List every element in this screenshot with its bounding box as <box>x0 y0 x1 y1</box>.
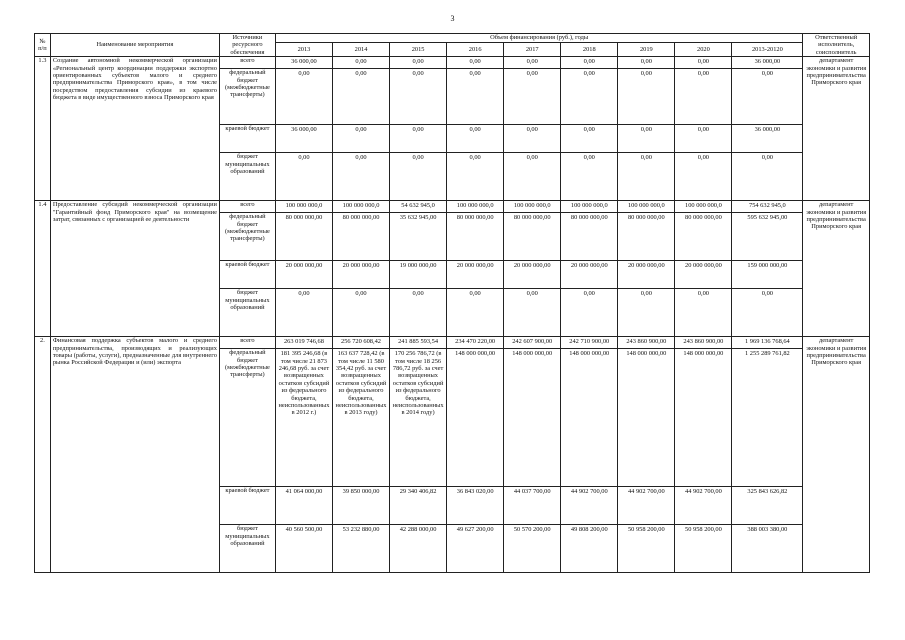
funding-value: 0,00 <box>332 57 389 69</box>
header-year: 2013 <box>275 43 332 57</box>
source-label: федеральный бюджет (межбюджетные трансферты) <box>219 213 275 261</box>
funding-value: 0,00 <box>675 289 732 337</box>
funding-value: 234 470 220,00 <box>447 337 504 349</box>
funding-value: 0,00 <box>447 153 504 201</box>
funding-value: 148 000 000,00 <box>618 349 675 487</box>
funding-value: 242 710 900,00 <box>561 337 618 349</box>
funding-value: 0,00 <box>675 69 732 125</box>
responsible-executor: департамент экономики и развития предпринимательства Приморского края <box>803 201 870 337</box>
header-year: 2018 <box>561 43 618 57</box>
funding-value: 0,00 <box>504 57 561 69</box>
header-no: № п/п <box>35 34 51 57</box>
source-label: всего <box>219 57 275 69</box>
funding-value: 36 000,00 <box>275 125 332 153</box>
funding-value: 50 958 200,00 <box>618 525 675 573</box>
funding-value: 44 902 700,00 <box>561 487 618 525</box>
header-responsible: Ответственный исполнитель, соисполнитель <box>803 34 870 57</box>
row-number: 2. <box>35 337 51 573</box>
funding-value: 29 340 406,82 <box>390 487 447 525</box>
funding-value: 100 000 000,0 <box>675 201 732 213</box>
header-funding: Объем финансирования (руб.), годы <box>275 34 802 43</box>
funding-value: 41 064 000,00 <box>275 487 332 525</box>
funding-table <box>34 33 870 573</box>
funding-value: 20 000 000,00 <box>275 261 332 289</box>
funding-value: 35 632 945,00 <box>390 213 447 261</box>
funding-value: 0,00 <box>275 69 332 125</box>
funding-value: 49 808 200,00 <box>561 525 618 573</box>
funding-value: 325 843 626,82 <box>732 487 803 525</box>
funding-value: 181 395 246,68 (в том числе 21 873 246,68 руб. за счет возвращенных остатков субсидий из федерального бюджета, неиспользованных в 2012 г.) <box>275 349 332 487</box>
funding-value: 0,00 <box>732 69 803 125</box>
funding-value: 44 902 700,00 <box>675 487 732 525</box>
page-number: 3 <box>450 14 455 23</box>
funding-value: 148 000 000,00 <box>561 349 618 487</box>
funding-value: 0,00 <box>504 125 561 153</box>
responsible-executor: департамент экономики и развития предпринимательства Приморского края <box>803 337 870 573</box>
funding-value: 54 632 945,0 <box>390 201 447 213</box>
funding-value: 241 885 593,54 <box>390 337 447 349</box>
funding-value: 42 288 000,00 <box>390 525 447 573</box>
header-name: Наименование мероприятия <box>50 34 219 57</box>
funding-value: 20 000 000,00 <box>447 261 504 289</box>
funding-value: 36 000,00 <box>732 125 803 153</box>
funding-value: 388 003 380,00 <box>732 525 803 573</box>
funding-value: 1 969 136 768,64 <box>732 337 803 349</box>
funding-value: 50 570 200,00 <box>504 525 561 573</box>
funding-value: 100 000 000,0 <box>275 201 332 213</box>
table-body <box>35 57 870 573</box>
funding-value: 0,00 <box>561 125 618 153</box>
funding-value: 243 860 900,00 <box>675 337 732 349</box>
funding-value: 0,00 <box>618 289 675 337</box>
funding-value: 80 000 000,00 <box>561 213 618 261</box>
funding-value: 754 632 945,0 <box>732 201 803 213</box>
funding-value: 0,00 <box>332 153 389 201</box>
header-year: 2019 <box>618 43 675 57</box>
funding-value: 44 902 700,00 <box>618 487 675 525</box>
funding-value: 148 000 000,00 <box>675 349 732 487</box>
funding-value: 80 000 000,00 <box>275 213 332 261</box>
funding-value: 80 000 000,00 <box>332 213 389 261</box>
funding-value: 263 019 746,68 <box>275 337 332 349</box>
funding-value: 40 560 500,00 <box>275 525 332 573</box>
funding-value: 100 000 000,0 <box>618 201 675 213</box>
funding-value: 0,00 <box>732 153 803 201</box>
source-label: федеральный бюджет (межбюджетные трансферты) <box>219 349 275 487</box>
header-year: 2014 <box>332 43 389 57</box>
funding-value: 0,00 <box>332 125 389 153</box>
funding-value: 80 000 000,00 <box>447 213 504 261</box>
funding-value: 0,00 <box>447 57 504 69</box>
funding-value: 159 000 000,00 <box>732 261 803 289</box>
funding-value: 0,00 <box>618 57 675 69</box>
funding-value: 20 000 000,00 <box>332 261 389 289</box>
funding-value: 80 000 000,00 <box>504 213 561 261</box>
source-label: краевой бюджет <box>219 487 275 525</box>
table-row <box>35 57 870 69</box>
funding-value: 80 000 000,00 <box>675 213 732 261</box>
funding-value: 20 000 000,00 <box>618 261 675 289</box>
responsible-executor: департамент экономики и развития предпринимательства Приморского края <box>803 57 870 201</box>
source-label: бюджет муниципальных образований <box>219 289 275 337</box>
funding-value: 44 037 700,00 <box>504 487 561 525</box>
funding-value: 1 255 289 761,82 <box>732 349 803 487</box>
source-label: всего <box>219 337 275 349</box>
funding-value: 0,00 <box>390 57 447 69</box>
funding-value: 0,00 <box>275 153 332 201</box>
funding-value: 100 000 000,0 <box>561 201 618 213</box>
funding-value: 100 000 000,0 <box>332 201 389 213</box>
funding-value: 256 720 608,42 <box>332 337 389 349</box>
funding-value: 0,00 <box>332 289 389 337</box>
source-label: всего <box>219 201 275 213</box>
funding-value: 0,00 <box>275 289 332 337</box>
funding-value: 0,00 <box>504 153 561 201</box>
funding-value: 0,00 <box>447 125 504 153</box>
funding-value: 0,00 <box>675 153 732 201</box>
funding-value: 36 000,00 <box>275 57 332 69</box>
funding-value: 0,00 <box>561 57 618 69</box>
funding-value: 0,00 <box>504 69 561 125</box>
source-label: федеральный бюджет (межбюджетные трансферты) <box>219 69 275 125</box>
header-year: 2017 <box>504 43 561 57</box>
funding-value: 39 850 000,00 <box>332 487 389 525</box>
table-row <box>35 201 870 213</box>
source-label: краевой бюджет <box>219 125 275 153</box>
funding-value: 0,00 <box>732 289 803 337</box>
funding-value: 0,00 <box>504 289 561 337</box>
funding-value: 163 637 728,42 (в том числе 11 580 354,42 руб. за счет возвращенных остатков субсидий из федерального бюджета, неиспользованных в 2013 году) <box>332 349 389 487</box>
source-label: бюджет муниципальных образований <box>219 153 275 201</box>
funding-value: 0,00 <box>390 153 447 201</box>
funding-value: 0,00 <box>390 125 447 153</box>
funding-value: 0,00 <box>675 125 732 153</box>
header-year: 2015 <box>390 43 447 57</box>
table-row <box>35 337 870 349</box>
row-number: 1.3 <box>35 57 51 201</box>
funding-value: 0,00 <box>332 69 389 125</box>
measure-name: Предоставление субсидий некоммерческой организации "Гарантийный фонд Приморского края" на возмещение затрат, связанных с организацией ее деятельности <box>50 201 219 337</box>
header-source: Источники ресурсного обеспечения <box>219 34 275 57</box>
funding-value: 0,00 <box>390 69 447 125</box>
header-year: 2020 <box>675 43 732 57</box>
header-year: 2013-20120 <box>732 43 803 57</box>
funding-value: 0,00 <box>447 289 504 337</box>
funding-value: 0,00 <box>447 69 504 125</box>
funding-value: 148 000 000,00 <box>504 349 561 487</box>
funding-value: 50 958 200,00 <box>675 525 732 573</box>
funding-value: 20 000 000,00 <box>675 261 732 289</box>
funding-value: 595 632 945,00 <box>732 213 803 261</box>
funding-value: 0,00 <box>561 153 618 201</box>
funding-value: 36 000,00 <box>732 57 803 69</box>
funding-value: 20 000 000,00 <box>504 261 561 289</box>
source-label: краевой бюджет <box>219 261 275 289</box>
funding-value: 243 860 900,00 <box>618 337 675 349</box>
funding-value: 0,00 <box>618 69 675 125</box>
measure-name: Создание автономной некоммерческой организации «Региональный центр координации поддержки экспортно ориентированных субъектов малого и среднего предпринимательства Приморского края», в том числе посредством предоставления субсидии из краевого бюджета в виде имущественного взноса Приморского края <box>50 57 219 201</box>
funding-value: 0,00 <box>561 69 618 125</box>
funding-value: 49 627 200,00 <box>447 525 504 573</box>
funding-value: 148 000 000,00 <box>447 349 504 487</box>
funding-value: 100 000 000,0 <box>504 201 561 213</box>
funding-value: 80 000 000,00 <box>618 213 675 261</box>
source-label: бюджет муниципальных образований <box>219 525 275 573</box>
funding-value: 0,00 <box>390 289 447 337</box>
funding-value: 19 000 000,00 <box>390 261 447 289</box>
header-year: 2016 <box>447 43 504 57</box>
funding-value: 0,00 <box>561 289 618 337</box>
measure-name: Финансовая поддержка субъектов малого и среднего предпринимательства, производящих и реализующих товары (работы, услуги), предназначенные для внутреннего рынка Российской Федерации и (или) экспорта <box>50 337 219 573</box>
funding-value: 20 000 000,00 <box>561 261 618 289</box>
funding-value: 0,00 <box>675 57 732 69</box>
funding-value: 53 232 880,00 <box>332 525 389 573</box>
funding-value: 0,00 <box>618 153 675 201</box>
funding-value: 242 607 900,00 <box>504 337 561 349</box>
funding-value: 170 256 786,72 (в том числе 18 256 786,72 руб. за счет возвращенных остатков субсидий из федерального бюджета, неиспользованных в 2014 году) <box>390 349 447 487</box>
funding-value: 36 843 020,00 <box>447 487 504 525</box>
row-number: 1.4 <box>35 201 51 337</box>
funding-value: 0,00 <box>618 125 675 153</box>
funding-value: 100 000 000,0 <box>447 201 504 213</box>
